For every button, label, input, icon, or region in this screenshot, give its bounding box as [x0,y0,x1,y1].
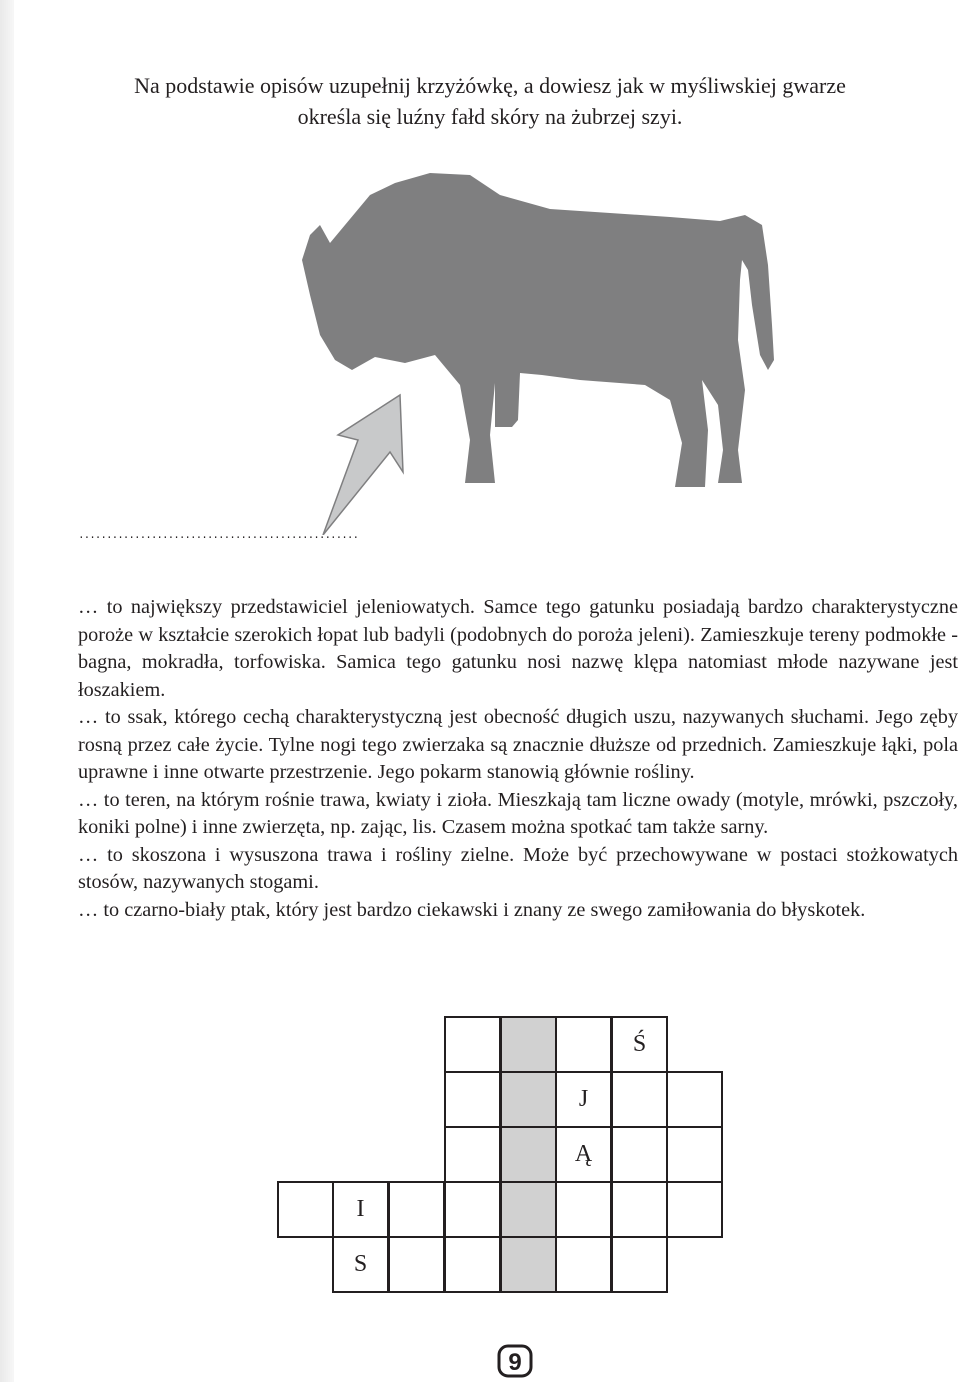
bison-illustration [290,165,780,535]
crossword-cell[interactable] [555,1181,612,1238]
arrow-icon [323,395,403,535]
crossword-cell[interactable] [555,1236,612,1293]
crossword-cell[interactable] [444,1071,501,1128]
crossword-cell[interactable] [444,1126,501,1183]
crossword-cell[interactable]: J [555,1071,612,1128]
crossword-cell-key[interactable] [500,1236,557,1293]
crossword-cell-key[interactable] [500,1126,557,1183]
clues-list [78,594,958,924]
crossword-cell[interactable] [666,1071,723,1128]
clue-3: … to teren, na którym rośnie trawa, kwiaty i zioła. Mieszkają tam liczne owady (motyle, mrówki, pszczoły, koniki polne) i inne zwierzęta, np. zając, lis. Czasem można spotkać tam także sarny. [78,788,958,838]
crossword-cell[interactable]: Ś [611,1016,668,1073]
crossword-cell[interactable] [611,1181,668,1238]
crossword-cell[interactable]: I [332,1181,389,1238]
instruction-line-2: określa się luźny fałd skóry na żubrzej szyi. [297,104,683,129]
crossword-cell[interactable] [444,1181,501,1238]
crossword-cell[interactable] [611,1071,668,1128]
crossword-cell-key[interactable] [500,1071,557,1128]
instruction-text [60,70,920,132]
crossword-cell[interactable]: S [332,1236,389,1293]
clue-4: … to skoszona i wysuszona trawa i rośliny zielne. Może być przechowywane w postaci stożkowatych stosów, nazywanych stogami. [78,843,958,893]
crossword-cell-key[interactable] [500,1181,557,1238]
crossword-cell[interactable] [611,1236,668,1293]
crossword-cell-key[interactable] [500,1016,557,1073]
page-number: 9 [508,1349,522,1376]
clue-1: … to największy przedstawiciel jeleniowatych. Samce tego gatunku posiadają bardzo charakterystyczne poroże w kształcie szerokich łopat lub badyli (podobnych do poroża jeleni). Zamieszkuje tereny podmokłe - bagna, mokradła, torfowiska. Samica tego gatunku nosi nazwę klępa natomiast młode nazywane jest łoszakiem. [78,596,958,701]
crossword-cell[interactable] [666,1126,723,1183]
crossword-cell[interactable] [555,1016,612,1073]
crossword-cell[interactable] [277,1181,334,1238]
instruction-line-1: Na podstawie opisów uzupełnij krzyżówkę, a dowiesz jak w myśliwskiej gwarze [134,73,846,98]
crossword-cell[interactable]: Ą [555,1126,612,1183]
crossword-cell[interactable] [444,1016,501,1073]
clue-5: … to czarno-biały ptak, który jest bardzo ciekawski i znany ze swego zamiłowania do błyskotek. [78,898,866,921]
clue-2: … to ssak, którego cechą charakterystyczną jest obecność długich uszu, nazywanych słuchami. Jego zęby rosną przez całe życie. Tylne nogi tego zwierzaka są znacznie dłuższe od przednich. Zamieszkuje łąki, pola uprawne i inne otwarte przestrzenie. Jego pokarm stanowią głównie rośliny. [78,706,958,783]
crossword-cell[interactable] [666,1181,723,1238]
answer-line[interactable]: .................................................. [78,530,359,542]
page-edge-strip [0,0,14,1382]
crossword-cell[interactable] [611,1126,668,1183]
page-number-badge [496,1343,536,1379]
crossword-cell[interactable] [388,1236,445,1293]
crossword-cell[interactable] [444,1236,501,1293]
crossword-cell[interactable] [388,1181,445,1238]
